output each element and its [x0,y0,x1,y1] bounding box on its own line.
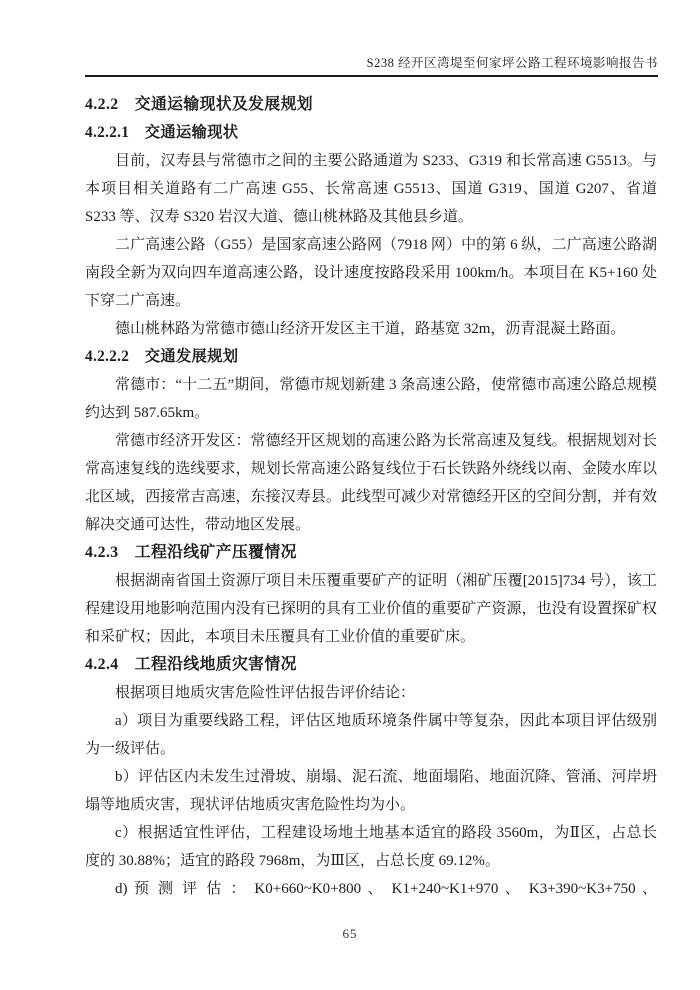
paragraph-geo-hazard-intro: 根据项目地质灾害危险性评估报告评价结论： [115,685,416,701]
paragraph-mineral-resources: 根据湖南省国土资源厅项目未压覆重要矿产的证明（湘矿压覆[2015]734 号），该工程建设用地影响范围内没有已探明的具有工业价值的重要矿产资源，也没有设置探矿权和采矿权；因此，本项目未压覆具有工业价值的重要矿床。 [85,573,657,645]
paragraph-item-c: c）根据适宜性评估，工程建设场地土地基本适宜的路段 3560m，为Ⅱ区，占总长度的 30.88%；适宜的路段 7968m，为Ⅲ区，占总长度 69.12%。 [85,825,657,869]
paragraph-item-a: a）项目为重要线路工程，评估区地质环境条件属中等复杂，因此本项目评估级别为一级评估。 [85,713,657,757]
section-heading-4-2-4: 4.2.4 工程沿线地质灾害情况 [85,656,297,673]
paragraph-economic-zone-plan: 常德市经济开发区：常德经开区规划的高速公路为长常高速及复线。根据规划对长常高速复线的选线要求，规划长常高速公路复线位于石长铁路外绕线以南、金陵水库以北区域，西接常吉高速，东接汉寿县。此线型可减少对常德经开区的空间分割，并有效解决交通可达性，带动地区发展。 [85,433,657,533]
paragraph-deshan-taolin-road: 德山桃林路为常德市德山经济开发区主干道，路基宽 32m，沥青混凝土路面。 [115,321,626,337]
paragraph-item-d: d) 预 测 评 估 ： K0+660~K0+800 、 K1+240~K1+970 、 K3+390~K3+750 、 [115,881,657,897]
section-heading-4-2-3: 4.2.3 工程沿线矿产压覆情况 [85,544,297,561]
paragraph-current-roads: 目前，汉寿县与常德市之间的主要公路通道为 S233、G319 和长常高速 G5513。与本项目相关道路有二广高速 G55、长常高速 G5513、国道 G319、国道 G207、省道 S233 等、汉寿 S320 岩汉大道、德山桃林路及其他县乡道。 [85,153,657,225]
section-heading-4-2-2-1: 4.2.2.1 交通运输现状 [85,124,239,141]
page-number: 65 [342,926,358,941]
paragraph-changde-city-plan: 常德市：“十二五”期间，常德市规划新建 3 条高速公路，使常德市高速公路总规模约达到 587.65km。 [85,377,657,421]
section-heading-4-2-2-2: 4.2.2.2 交通发展规划 [85,348,239,365]
section-heading-4-2-2: 4.2.2 交通运输现状及发展规划 [85,96,313,113]
page-body [85,91,657,903]
running-header: S238 经开区湾堤至何家坪公路工程环境影响报告书 [85,55,658,77]
paragraph-g55-expressway: 二广高速公路（G55）是国家高速公路网（7918 网）中的第 6 纵，二广高速公路湖南段全新为双向四车道高速公路，设计速度按路段采用 100km/h。本项目在 K5+160 处下穿二广高速。 [85,237,657,309]
paragraph-item-b: b）评估区内未发生过滑坡、崩塌、泥石流、地面塌陷、地面沉降、管涌、河岸坍塌等地质灾害，现状评估地质灾害危险性均为小。 [85,769,657,813]
